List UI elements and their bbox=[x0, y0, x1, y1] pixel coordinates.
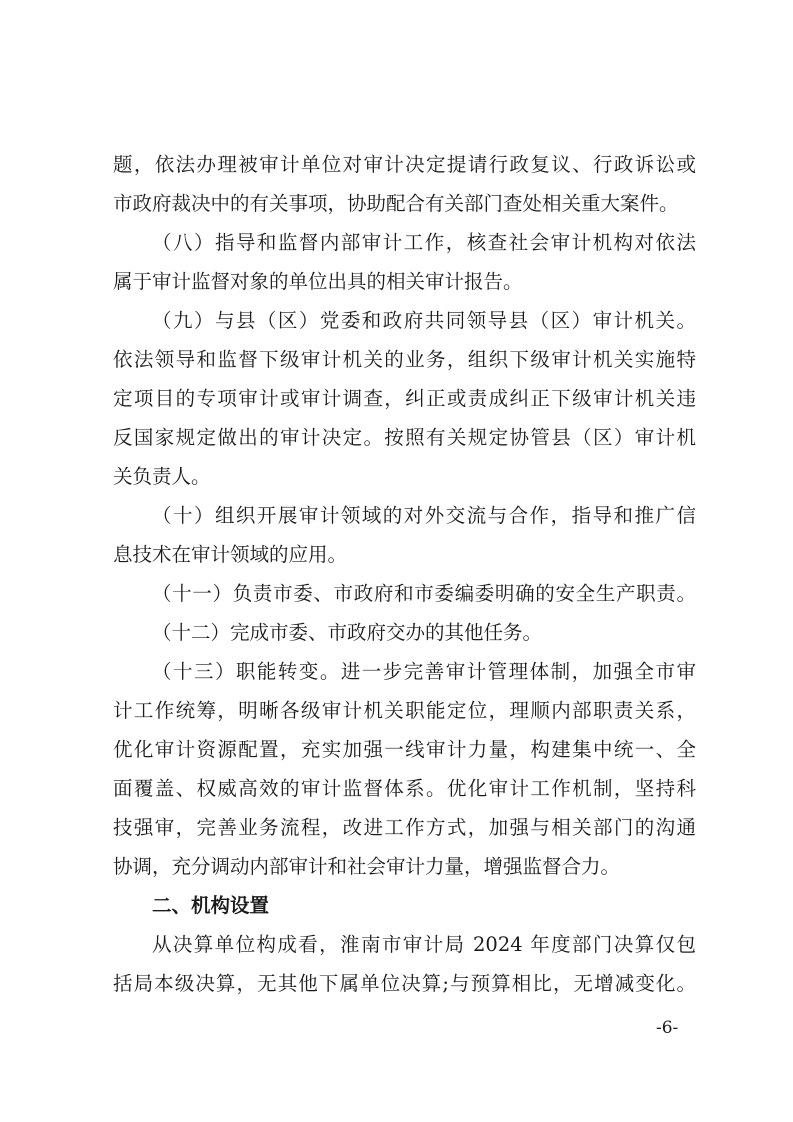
paragraph-line: 优化审计资源配置，充实加强一线审计力量，构建集中统一、全 bbox=[113, 738, 696, 761]
paragraph-line: 依法领导和监督下级审计机关的业务，组织下级审计机关实施特 bbox=[113, 348, 696, 371]
paragraph-line: 计工作统筹，明晰各级审计机关职能定位，理顺内部职责关系， bbox=[113, 699, 696, 722]
paragraph-line: 市政府裁决中的有关事项，协助配合有关部门查处相关重大案件。 bbox=[113, 192, 679, 215]
paragraph-line: （十二）完成市委、市政府交办的其他任务。 bbox=[152, 621, 543, 644]
paragraph-line: 关负责人。 bbox=[113, 465, 211, 488]
paragraph-line: 面覆盖、权威高效的审计监督体系。优化审计工作机制，坚持科 bbox=[113, 777, 696, 800]
paragraph-line: （十三）职能转变。进一步完善审计管理体制，加强全市审 bbox=[152, 660, 696, 683]
paragraph-line: （九）与县（区）党委和政府共同领导县（区）审计机关。 bbox=[152, 309, 696, 332]
paragraph-line: 息技术在审计领域的应用。 bbox=[113, 543, 348, 566]
section-heading: 二、机构设置 bbox=[152, 894, 270, 917]
paragraph-line: 反国家规定做出的审计决定。按照有关规定协管县（区）审计机 bbox=[113, 426, 696, 449]
paragraph-line: 技强审，完善业务流程，改进工作方式，加强与相关部门的沟通 bbox=[113, 816, 696, 839]
page-number: -6- bbox=[656, 1018, 679, 1038]
paragraph-line: 从决算单位构成看，淮南市审计局 2024 年度部门决算仅包 bbox=[152, 933, 696, 956]
paragraph-line: 题，依法办理被审计单位对审计决定提请行政复议、行政诉讼或 bbox=[113, 153, 696, 176]
paragraph-line: 括局本级决算，无其他下属单位决算;与预算相比，无增减变化。 bbox=[113, 972, 696, 995]
paragraph-line: 定项目的专项审计或审计调查，纠正或责成纠正下级审计机关违 bbox=[113, 387, 696, 410]
paragraph-line: 协调，充分调动内部审计和社会审计力量，增强监督合力。 bbox=[113, 855, 621, 878]
paragraph-line: 属于审计监督对象的单位出具的相关审计报告。 bbox=[113, 270, 523, 293]
paragraph-line: （十一）负责市委、市政府和市委编委明确的安全生产职责。 bbox=[152, 582, 696, 605]
paragraph-line: （八）指导和监督内部审计工作，核查社会审计机构对依法 bbox=[152, 231, 696, 254]
paragraph-line: （十）组织开展审计领域的对外交流与合作，指导和推广信 bbox=[152, 504, 696, 527]
